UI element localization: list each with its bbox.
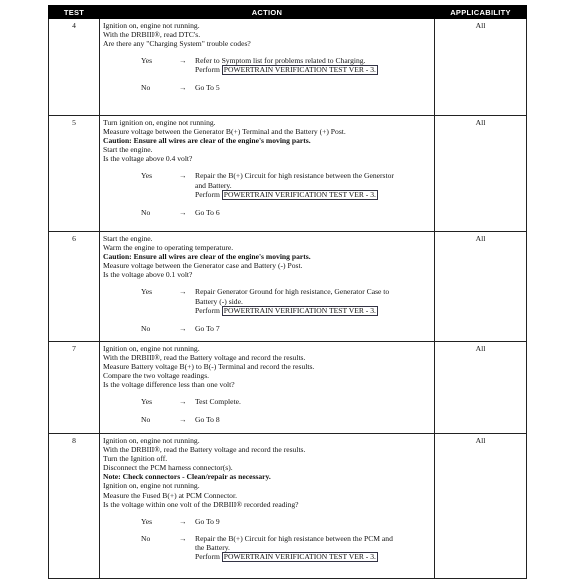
yes-label: Yes — [141, 516, 153, 526]
table-row — [49, 19, 527, 116]
no-label: No — [141, 323, 151, 333]
test-number: 8 — [49, 434, 100, 579]
yes-result: Repair the B(+) Circuit for high resistance between the Generstor — [195, 171, 394, 181]
action-step: Is the voltage difference less than one volt? — [103, 380, 235, 390]
arrow-icon: → — [179, 414, 187, 424]
verification-test-link[interactable]: POWERTRAIN VERIFICATION TEST VER - 3. — [223, 305, 376, 315]
perform-line — [103, 65, 431, 75]
arrow-icon: → — [179, 207, 187, 217]
perform-label: Perform — [195, 65, 220, 75]
perform-label: Perform — [195, 189, 220, 199]
action-step: Is the voltage above 0.4 volt? — [103, 154, 193, 164]
action-cell — [100, 116, 435, 232]
table-row — [49, 434, 527, 579]
no-branch — [103, 415, 431, 424]
no-branch — [103, 83, 431, 92]
no-label: No — [141, 414, 151, 424]
perform-label: Perform — [195, 305, 220, 315]
yes-branch — [103, 517, 431, 526]
verification-test-link[interactable]: POWERTRAIN VERIFICATION TEST VER - 3. — [223, 552, 376, 562]
table-row — [49, 232, 527, 342]
perform-line — [103, 306, 431, 316]
header-applicability: APPLICABILITY — [435, 6, 527, 19]
no-result: Go To 8 — [195, 414, 220, 424]
caution-text: Caution: Ensure all wires are clear of the engine's moving parts. — [103, 136, 311, 146]
action-step: Ignition on, engine not running. — [103, 436, 200, 445]
action-step: Warm the engine to operating temperature. — [103, 243, 234, 253]
perform-line — [103, 552, 431, 562]
yes-result-continued: Battery (-) side. — [195, 296, 243, 306]
arrow-icon: → — [179, 323, 187, 333]
action-cell — [100, 19, 435, 116]
arrow-icon: → — [179, 533, 187, 543]
header-action: ACTION — [100, 6, 435, 19]
action-step: Are there any "Charging System" trouble codes? — [103, 39, 251, 49]
no-label: No — [141, 207, 151, 217]
verification-test-link[interactable]: POWERTRAIN VERIFICATION TEST VER - 3. — [223, 189, 376, 199]
applicability-cell: All — [435, 434, 527, 579]
yes-result-continued: and Battery. — [195, 180, 232, 190]
yes-branch — [103, 56, 431, 65]
action-step: With the DRBIII®, read the Battery voltage and record the results. — [103, 445, 306, 455]
action-step: Turn the Ignition off. — [103, 454, 168, 464]
yes-result: Repair Generator Ground for high resistance, Generator Case to — [195, 287, 390, 297]
yes-result: Go To 9 — [195, 516, 220, 526]
note-text: Note: Check connectors - Clean/repair as necessary. — [103, 472, 271, 482]
yes-label: Yes — [141, 56, 153, 66]
no-branch — [103, 324, 431, 333]
action-step: Turn ignition on, engine not running. — [103, 118, 216, 127]
applicability-cell: All — [435, 116, 527, 232]
arrow-icon: → — [179, 171, 187, 181]
yes-label: Yes — [141, 397, 153, 407]
action-step: With the DRBIII®, read DTC's. — [103, 30, 201, 40]
applicability-cell: All — [435, 342, 527, 434]
arrow-icon: → — [179, 83, 187, 93]
no-result-continued: the Battery. — [195, 542, 230, 552]
action-step: Measure the Fused B(+) at PCM Connector. — [103, 490, 237, 500]
perform-line — [103, 190, 431, 200]
action-cell — [100, 342, 435, 434]
action-step: Disconnect the PCM harness connector(s). — [103, 463, 233, 473]
action-step: Measure Battery voltage B(+) to B(-) Terminal and record the results. — [103, 362, 315, 372]
applicability-cell: All — [435, 19, 527, 116]
yes-label: Yes — [141, 287, 153, 297]
perform-label: Perform — [195, 552, 220, 562]
test-number: 5 — [49, 116, 100, 232]
action-step: Is the voltage above 0.1 volt? — [103, 270, 193, 280]
arrow-icon: → — [179, 56, 187, 66]
action-step: Ignition on, engine not running. — [103, 481, 200, 491]
action-step: Compare the two voltage readings. — [103, 371, 210, 381]
action-step: Start the engine. — [103, 234, 153, 243]
no-label: No — [141, 83, 151, 93]
table-header-row — [49, 6, 527, 19]
action-step: Ignition on, engine not running. — [103, 344, 200, 353]
action-cell — [100, 232, 435, 342]
no-result: Go To 7 — [195, 323, 220, 333]
no-result: Repair the B(+) Circuit for high resistance between the PCM and — [195, 533, 393, 543]
header-test: TEST — [49, 6, 100, 19]
test-number: 6 — [49, 232, 100, 342]
action-cell — [100, 434, 435, 579]
yes-result: Test Complete. — [195, 397, 241, 407]
test-number: 4 — [49, 19, 100, 116]
action-step: Is the voltage within one volt of the DRBIII® recorded reading? — [103, 499, 299, 509]
no-branch — [103, 534, 431, 543]
action-step: Ignition on, engine not running. — [103, 21, 200, 30]
yes-branch — [103, 287, 431, 296]
no-label: No — [141, 533, 151, 543]
arrow-icon: → — [179, 397, 187, 407]
no-result: Go To 6 — [195, 207, 220, 217]
arrow-icon: → — [179, 287, 187, 297]
no-branch — [103, 208, 431, 217]
action-step: With the DRBIII®, read the Battery voltage and record the results. — [103, 353, 306, 363]
yes-branch — [103, 171, 431, 180]
action-step: Measure voltage between the Generator case and Battery (-) Post. — [103, 261, 303, 271]
yes-result: Refer to Symptom list for problems related to Charging. — [195, 56, 366, 66]
table-row — [49, 116, 527, 232]
action-step: Start the engine. — [103, 145, 153, 155]
applicability-cell: All — [435, 232, 527, 342]
action-step: Measure voltage between the Generator B(+) Terminal and the Battery (+) Post. — [103, 127, 346, 137]
verification-test-link[interactable]: POWERTRAIN VERIFICATION TEST VER - 3. — [223, 65, 376, 75]
yes-branch — [103, 397, 431, 406]
yes-label: Yes — [141, 171, 153, 181]
caution-text: Caution: Ensure all wires are clear of the engine's moving parts. — [103, 252, 311, 262]
arrow-icon: → — [179, 516, 187, 526]
diagnostic-test-table — [48, 5, 527, 579]
no-result: Go To 5 — [195, 83, 220, 93]
table-row — [49, 342, 527, 434]
test-number: 7 — [49, 342, 100, 434]
